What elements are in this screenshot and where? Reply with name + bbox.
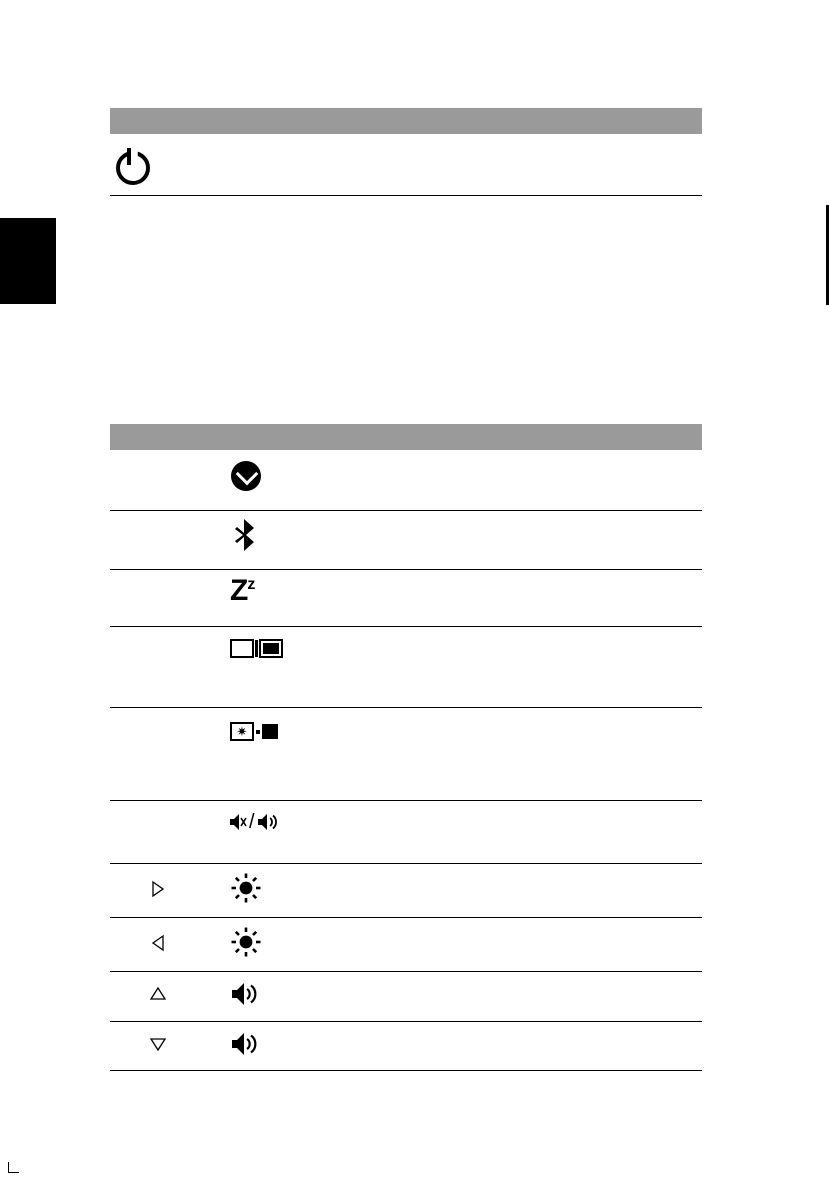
brightness-down-icon xyxy=(230,926,262,958)
table-row xyxy=(110,511,702,570)
cell-description xyxy=(302,627,702,708)
cell-description xyxy=(302,801,702,864)
cell-description xyxy=(302,708,702,801)
table-header-row xyxy=(110,424,702,450)
cell-description xyxy=(302,1021,702,1070)
bluetooth-icon xyxy=(230,517,262,553)
arrow-up-icon xyxy=(149,986,167,1002)
table-row xyxy=(110,708,702,801)
row-description-text xyxy=(302,864,702,878)
table-row xyxy=(110,801,702,864)
table-row xyxy=(110,971,702,1020)
cell-key xyxy=(110,971,206,1020)
header-cell-icon xyxy=(110,108,206,134)
header-cell-description xyxy=(302,424,702,450)
cell-key xyxy=(110,570,206,627)
cell-icon xyxy=(206,917,302,970)
row-description-text xyxy=(302,627,702,641)
table-row xyxy=(110,917,702,970)
table-row xyxy=(110,570,702,627)
table-row xyxy=(110,627,702,708)
cell-key xyxy=(110,511,206,570)
row-description-text xyxy=(302,708,702,722)
header-cell-icon xyxy=(206,424,302,450)
cell-description xyxy=(302,450,702,510)
cell-icon xyxy=(206,864,302,917)
cell-icon xyxy=(206,708,302,801)
row-description-text xyxy=(302,1022,702,1036)
arrow-left-icon xyxy=(150,934,166,952)
row-description-text xyxy=(206,134,702,148)
arrow-right-icon xyxy=(150,880,166,898)
brightness-up-icon xyxy=(230,872,262,904)
table-row xyxy=(110,134,702,195)
cell-icon xyxy=(110,134,206,195)
cell-icon xyxy=(206,450,302,510)
table-header-row xyxy=(110,108,702,134)
cell-description xyxy=(302,864,702,917)
cell-description xyxy=(302,971,702,1020)
cell-key xyxy=(110,450,206,510)
power-icon xyxy=(114,148,148,182)
header-cell-description xyxy=(206,108,702,134)
page-corner-mark xyxy=(8,1162,19,1173)
cell-icon xyxy=(206,971,302,1020)
cell-description xyxy=(206,134,702,195)
cell-icon xyxy=(206,801,302,864)
row-description-text xyxy=(302,918,702,932)
table-row xyxy=(110,864,702,917)
cell-key xyxy=(110,1021,206,1070)
cell-icon xyxy=(206,1021,302,1070)
cell-key xyxy=(110,864,206,917)
sleep-icon: $Z^z$ xyxy=(230,574,255,607)
row-description-text xyxy=(302,801,702,815)
table-row xyxy=(110,1021,702,1070)
table-row xyxy=(110,450,702,510)
cell-icon xyxy=(206,511,302,570)
volume-up-icon xyxy=(230,980,260,1008)
volume-down-icon xyxy=(230,1030,260,1058)
cell-key xyxy=(110,708,206,801)
cell-key xyxy=(110,801,206,864)
arrow-down-icon xyxy=(149,1036,167,1052)
table-bottom-rule xyxy=(110,1070,702,1071)
cell-description xyxy=(302,511,702,570)
cell-icon xyxy=(206,627,302,708)
screen-blank-icon: ✷ xyxy=(230,722,278,742)
row-description-text xyxy=(302,450,702,464)
row-description-text xyxy=(302,972,702,986)
table-hotkeys xyxy=(110,424,702,1071)
cell-key xyxy=(110,917,206,970)
display-toggle-icon xyxy=(230,639,283,659)
touchpad-toggle-icon xyxy=(230,460,264,494)
cell-description xyxy=(302,570,702,627)
table-power-key xyxy=(110,108,702,196)
row-description-text xyxy=(302,570,702,584)
row-description-text xyxy=(302,511,702,525)
cell-description xyxy=(302,917,702,970)
speaker-mute-toggle-icon: / xyxy=(228,811,280,837)
cell-key xyxy=(110,627,206,708)
header-cell-key xyxy=(110,424,206,450)
page-edge-tab xyxy=(0,218,56,304)
table-bottom-rule xyxy=(110,195,702,196)
cell-icon xyxy=(206,570,302,627)
